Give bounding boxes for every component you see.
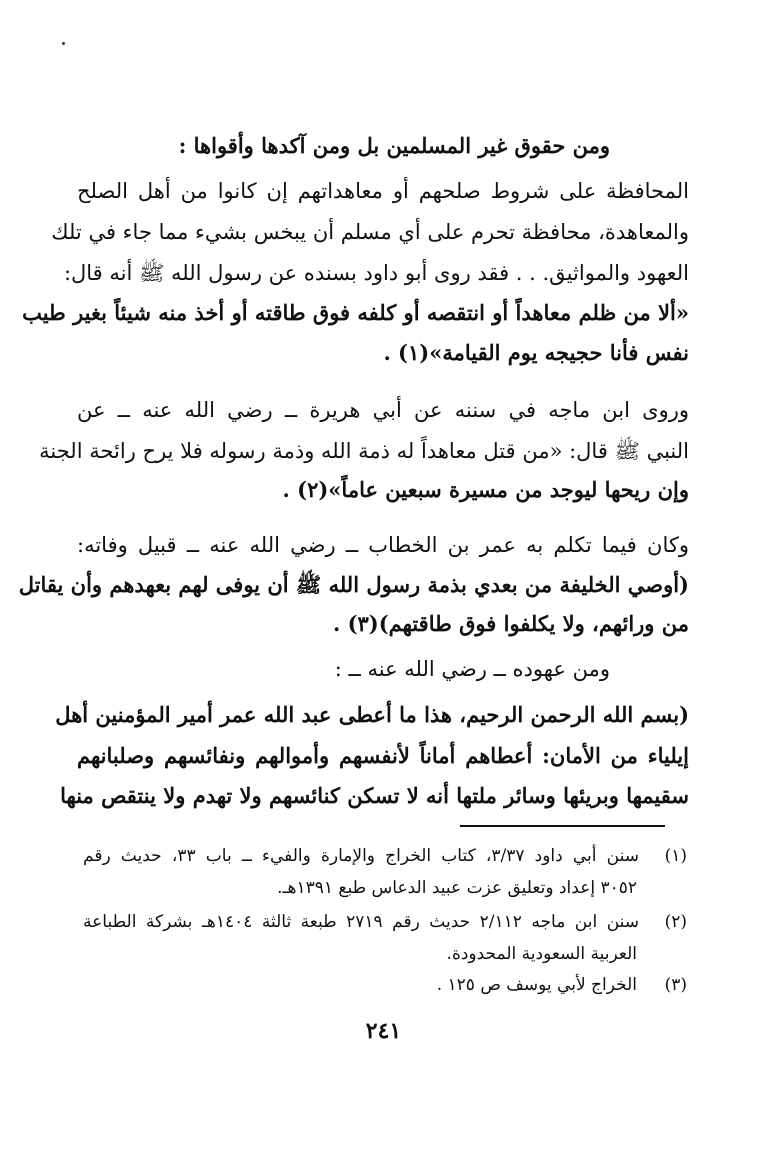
footnote-1-line-1: سنن أبي داود ٣/٣٧، كتاب الخراج والإمارة والفيء ــ باب ٣٣، حديث رقم — [83, 846, 639, 866]
paragraph-4-line-1: ومن عهوده ــ رضي الله عنه ــ : — [334, 657, 610, 681]
paragraph-3-line-2: (أوصي الخليفة من بعدي بذمة رسول الله ﷺ أن يوفى لهم بعهدهم وأن يقاتل — [18, 572, 689, 597]
paragraph-5-line-3: سقيمها وبريئها وسائر ملتها أنه لا تسكن كنائسهم ولا تهدم ولا ينتقص منها — [60, 783, 689, 808]
footnote-2-line-1: سنن ابن ماجه ٢/١١٢ حديث رقم ٢٧١٩ طبعة ثالثة ١٤٠٤هـ بشركة الطباعة — [83, 912, 640, 932]
footnote-separator — [460, 825, 665, 827]
paragraph-3-line-1: وكان فيما تكلم به عمر بن الخطاب ــ رضي الله عنه ــ قبيل وفاته: — [77, 533, 689, 557]
paragraph-1-line-2: والمعاهدة، محافظة تحرم على أي مسلم أن يبخس بشيء مما جاء في تلك — [51, 220, 689, 244]
page-number: ٢٤١ — [365, 1018, 402, 1044]
footnote-3-line-1: الخراج لأبي يوسف ص ١٢٥ . — [436, 975, 637, 995]
paragraph-1-line-4: «ألا من ظلم معاهداً أو انتقصه أو كلفه فوق طاقته أو أخذ منه شيئاً بغير طيب — [22, 300, 689, 325]
footnote-2-line-2: العربية السعودية المحدودة. — [446, 944, 637, 964]
paragraph-1-line-5: نفس فأنا حجيجه يوم القيامة»(١) . — [383, 340, 689, 365]
paragraph-3-line-3: من ورائهم، ولا يكلفوا فوق طاقتهم)(٣) . — [332, 611, 689, 636]
paragraph-1-line-1: المحافظة على شروط صلحهم أو معاهداتهم إن كانوا من أهل الصلح — [77, 179, 689, 203]
section-heading: ومن حقوق غير المسلمين بل ومن آكدها وأقواها : — [178, 133, 610, 158]
paragraph-1-line-3: العهود والمواثيق. . . فقد روى أبو داود بسنده عن رسول الله ﷺ أنه قال: — [63, 261, 689, 285]
footnote-1-line-2: ٣٠٥٢ إعداد وتعليق عزت عبيد الدعاس طبع ١٣٩١هـ. — [277, 878, 637, 898]
footnote-1-number: (١) — [664, 846, 687, 866]
paragraph-2-line-3: وإن ريحها ليوجد من مسيرة سبعين عاماً»(٢) . — [282, 477, 689, 502]
footnote-2-number: (٢) — [664, 912, 687, 932]
paragraph-2-line-2: النبي ﷺ قال: «من قتل معاهداً له ذمة الله وذمة رسوله فلا يرح رائحة الجنة — [39, 439, 689, 463]
paragraph-5-line-1: (بسم الله الرحمن الرحيم، هذا ما أعطى عبد الله عمر أمير المؤمنين أهل — [55, 702, 689, 727]
paragraph-5-line-2: إيلياء من الأمان: أعطاهم أماناً لأنفسهم وأموالهم ونفائسهم وصلبانهم — [77, 743, 689, 768]
paragraph-2-line-1: وروى ابن ماجه في سننه عن أبي هريرة ــ رضي الله عنه ــ عن — [77, 398, 689, 422]
page-mark — [62, 42, 65, 45]
footnote-3-number: (٣) — [664, 975, 687, 995]
